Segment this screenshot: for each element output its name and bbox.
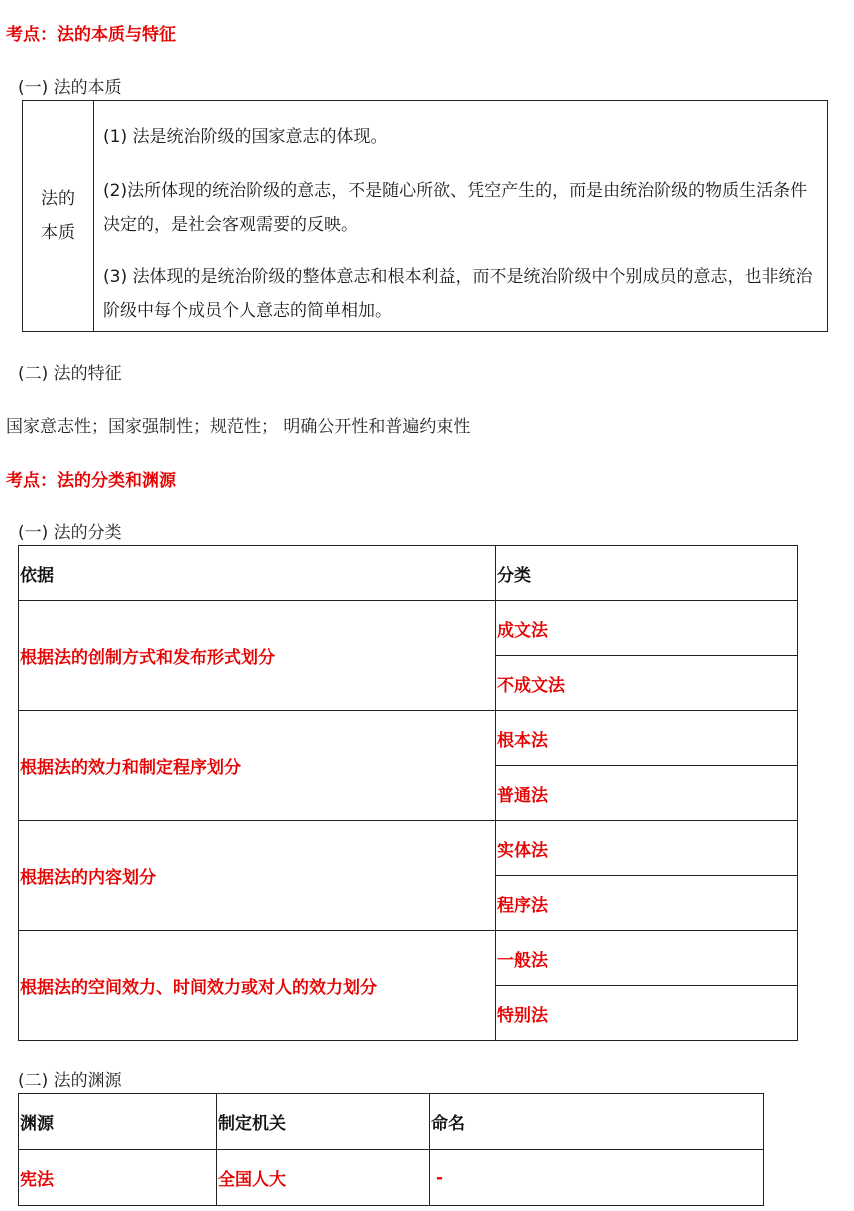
section-heading-classification-sources: 考点：法的分类和渊源: [6, 471, 176, 491]
subheading-features: (二) 法的特征: [18, 364, 122, 384]
nature-points-cell: [94, 101, 828, 332]
subheading-sources: (二) 法的渊源: [18, 1071, 122, 1091]
classification-basis: 根据法的空间效力、时间效力或对人的效力划分: [19, 931, 496, 1041]
nature-table: [22, 100, 828, 332]
nature-point-3: (3) 法体现的是统治阶级的整体意志和根本利益，而不是统治阶级中个别成员的意志，也非统治阶级中每个成员个人意志的简单相加。: [103, 267, 813, 321]
nature-point-2: (2)法所体现的统治阶级的意志，不是随心所欲、凭空产生的，而是由统治阶级的物质生活条件决定的，是社会客观需要的反映。: [103, 181, 808, 235]
sources-header: 渊源: [19, 1094, 217, 1150]
classification-type: 根本法: [496, 711, 798, 766]
nature-label-line2: 本质: [41, 223, 75, 243]
classification-basis: 根据法的创制方式和发布形式划分: [19, 601, 496, 711]
classification-type: 实体法: [496, 821, 798, 876]
sources-header: 制定机关: [217, 1094, 430, 1150]
sources-cell: 宪法: [19, 1150, 217, 1206]
classification-type: 一般法: [496, 931, 798, 986]
classification-header-basis: 依据: [19, 546, 496, 601]
features-text: 国家意志性；国家强制性；规范性； 明确公开性和普遍约束性: [6, 417, 471, 437]
nature-label-line1: 法的: [41, 189, 75, 209]
subheading-classification: (一) 法的分类: [18, 523, 122, 543]
classification-table: [18, 545, 798, 1041]
sources-cell: -: [430, 1150, 764, 1206]
subheading-nature: (一) 法的本质: [18, 78, 122, 98]
sources-table: [18, 1093, 764, 1206]
sources-header: 命名: [430, 1094, 764, 1150]
classification-type: 程序法: [496, 876, 798, 931]
nature-label-cell: [23, 101, 94, 332]
section-heading-nature-features: 考点：法的本质与特征: [6, 25, 176, 45]
classification-type: 成文法: [496, 601, 798, 656]
nature-point-1: (1) 法是统治阶级的国家意志的体现。: [103, 127, 388, 147]
sources-cell: 全国人大: [217, 1150, 430, 1206]
classification-basis: 根据法的效力和制定程序划分: [19, 711, 496, 821]
classification-header-type: 分类: [496, 546, 798, 601]
classification-basis: 根据法的内容划分: [19, 821, 496, 931]
classification-type: 普通法: [496, 766, 798, 821]
classification-type: 不成文法: [496, 656, 798, 711]
classification-type: 特别法: [496, 986, 798, 1041]
